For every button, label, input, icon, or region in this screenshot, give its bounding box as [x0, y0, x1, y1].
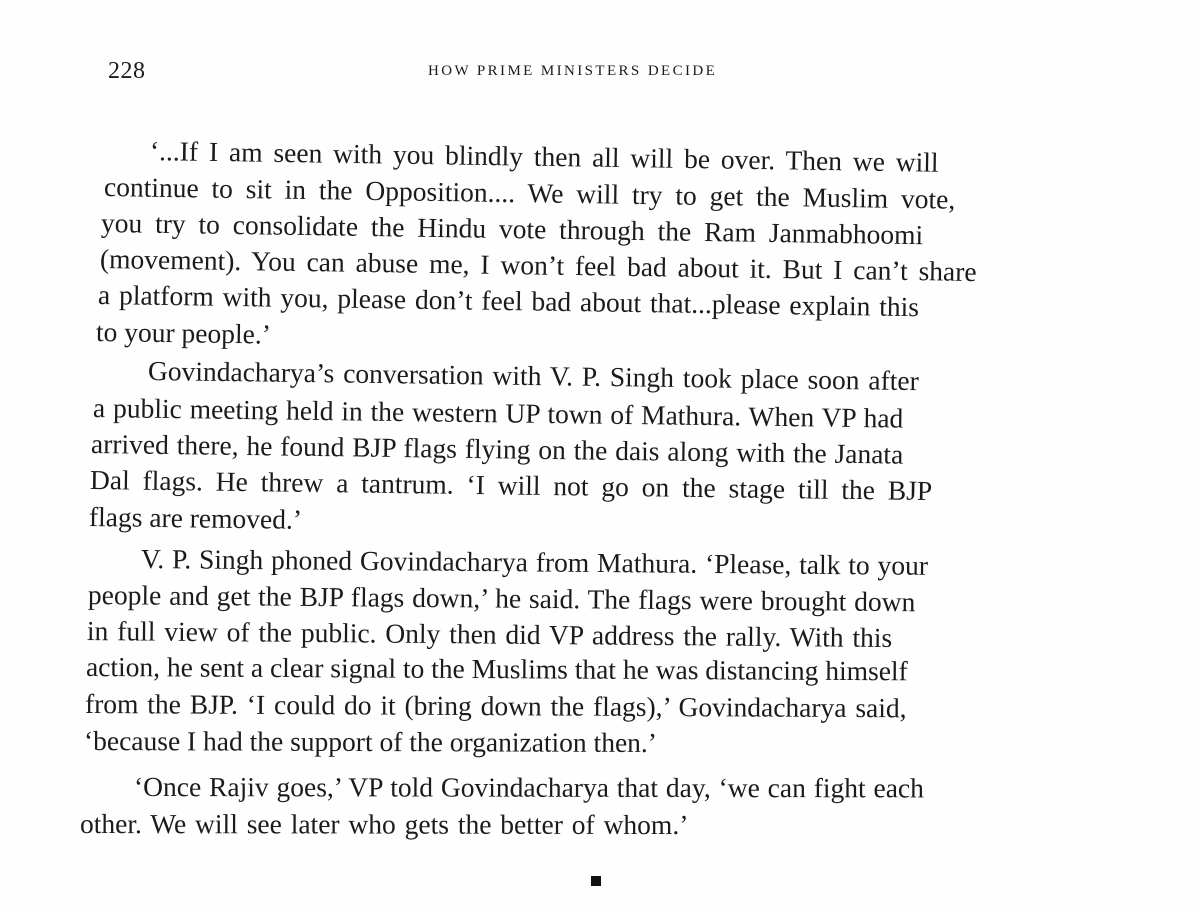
text-line: Dal flags. He threw a tantrum. ‘I will not go on the stage till the BJP [89, 464, 933, 507]
text-line: V. P. Singh phoned Govindacharya from Mathura. ‘Please, talk to your [140, 543, 929, 581]
text-line: from the BJP. ‘I could do it (bring down the flags),’ Govindacharya said, [84, 688, 907, 724]
text-line: (movement). You can abuse me, I won’t feel bad about it. But I can’t share [99, 243, 977, 288]
text-line: other. We will see later who gets the better of whom.’ [79, 808, 689, 841]
section-end-mark [591, 876, 601, 886]
text-line: arrived there, he found BJP flags flying on the dais along with the Janata [90, 428, 904, 470]
running-head: HOW PRIME MINISTERS DECIDE [428, 63, 718, 79]
text-line: ‘Once Rajiv goes,’ VP told Govindacharya that day, ‘we can fight each [133, 771, 924, 804]
text-line: flags are removed.’ [88, 501, 303, 535]
text-line: to your people.’ [95, 316, 272, 350]
text-line: continue to sit in the Opposition.... We will try to get the Muslim vote, [103, 171, 956, 215]
text-line: you try to consolidate the Hindu vote through the Ram Janmabhoomi [100, 207, 924, 251]
text-line: action, he sent a clear signal to the Muslims that he was distancing himself [85, 651, 908, 687]
text-line: in full view of the public. Only then did VP address the rally. With this [86, 615, 893, 654]
text-line: ‘because I had the support of the organization then.’ [83, 725, 658, 758]
text-line: ‘...If I am seen with you blindly then all will be over. Then we will [149, 135, 939, 178]
text-line: a public meeting held in the western UP town of Mathura. When VP had [92, 392, 904, 434]
text-line: people and get the BJP flags down,’ he said. The flags were brought down [87, 579, 916, 618]
text-line: Govindacharya’s conversation with V. P. Singh took place soon after [147, 355, 919, 397]
page-number: 228 [108, 58, 146, 84]
text-line: a platform with you, please don’t feel bad about that...please explain this [97, 279, 920, 323]
